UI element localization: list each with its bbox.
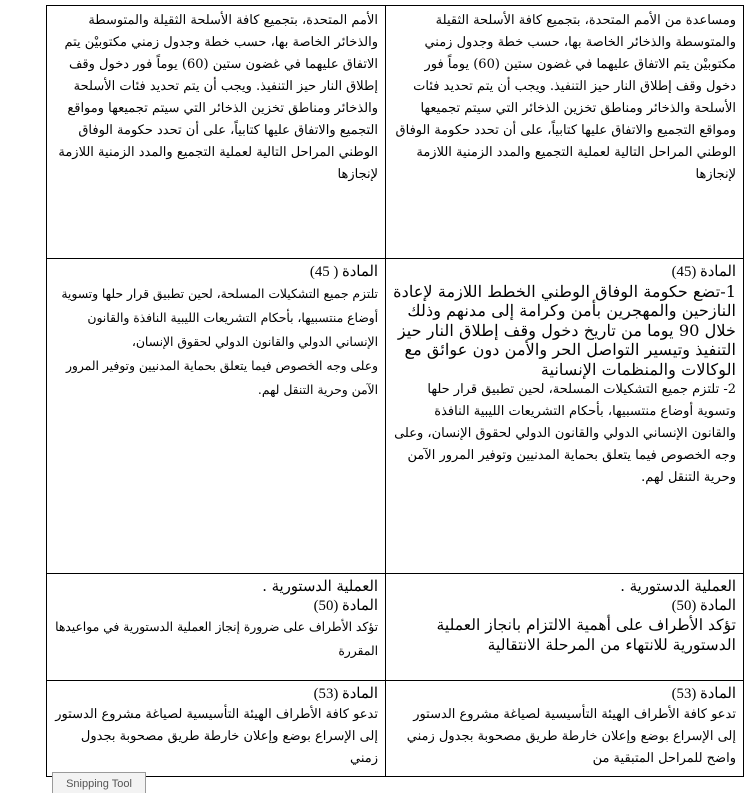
table-row <box>47 259 744 574</box>
snipping-tool-tab[interactable]: Snipping Tool <box>52 772 146 793</box>
cell-right <box>47 681 386 777</box>
cell-text: تدعو كافة الأطراف الهيئة التأسيسية لصياغة مشروع الدستور إلى الإسراع بوضع وإعلان خارطة طريق مصحوبة بجدول زمني <box>55 706 378 766</box>
article-number: المادة (53) <box>313 686 378 702</box>
cell-right <box>47 574 386 681</box>
section-heading: العملية الدستورية . <box>620 578 736 595</box>
cell-text: ومساعدة من الأمم المتحدة، بتجميع كافة الأسلحة الثقيلة والمتوسطة والذخائر الخاصة بها، حسب خطة وجدول زمني مكتوبيْن يتم الاتفاق عليهما في غضون ستين (60) يوماً فور دخول وقف إطلاق النار حيز التنفيذ. ويجب أن يتم تحديد فئات الأسلحة والذخائر ومناطق تخزين الذخائر التي سيتم تجميعها ومواقع التجميع والاتفاق عليها كتابياً، على أن تحدد حكومة الوفاق الوطني المراحل التالية لعملية التجميع والمدد الزمنية اللازمة لإنجازها <box>395 13 736 182</box>
cell-right <box>47 6 386 259</box>
article-number: المادة (53) <box>671 686 736 702</box>
cell-right <box>47 259 386 574</box>
cell-text: 2- تلتزم جميع التشكيلات المسلحة، لحين تطبيق قرار حلها وتسوية أوضاع منتسبيها، بأحكام التشريعات الليبية النافذة والقانون الإنساني الدولي والقانون الدولي لحقوق الإنسان، وعلى وجه الخصوص فيما يتعلق بحماية المدنيين وتوفير المرور الآمن وحرية التنقل لهم. <box>394 382 736 485</box>
article-number: المادة ( 45) <box>309 264 378 280</box>
article-number: المادة (50) <box>671 597 736 614</box>
table-row <box>47 681 744 777</box>
table-row <box>47 574 744 681</box>
cell-text: تدعو كافة الأطراف الهيئة التأسيسية لصياغة مشروع الدستور إلى الإسراع بوضع وإعلان خارطة طريق مصحوبة بجدول زمني واضح للمراحل المتبقية من <box>406 706 736 766</box>
cell-left <box>386 574 744 681</box>
table-row <box>47 6 744 259</box>
cell-text: تؤكد الأطراف على أهمية الالتزام بانجاز العملية الدستورية للانتهاء من المرحلة الانتقالية <box>436 616 736 654</box>
cell-text: تلتزم جميع التشكيلات المسلحة، لحين تطبيق قرار حلها وتسوية أوضاع منتسبيها، بأحكام التشريعات الليبية النافذة والقانون الإنساني الدولي والقانون الدولي لحقوق الإنسان، وعلى وجه الخصوص فيما يتعلق بحماية المدنيين وتوفير المرور الآمن وحرية التنقل لهم. <box>61 286 378 397</box>
cell-text: الأمم المتحدة، بتجميع كافة الأسلحة الثقيلة والمتوسطة والذخائر الخاصة بها، حسب خطة وجدول زمني مكتوبيْن يتم الاتفاق عليهما في غضون ستين (60) يوماً فور دخول وقف إطلاق النار حيز التنفيذ. ويجب أن يتم تحديد فئات الأسلحة والذخائر ومناطق تخزين الذخائر التي سيتم تجميعها ومواقع التجميع والاتفاق عليها كتابياً، على أن تحدد حكومة الوفاق الوطني المراحل التالية لعملية التجميع والمدد الزمنية اللازمة لإنجازها <box>58 13 378 182</box>
cell-left <box>386 259 744 574</box>
section-heading: العملية الدستورية . <box>262 578 378 595</box>
cell-text: 1-تضع حكومة الوفاق الوطني الخطط اللازمة لإعادة النازحين والمهجرين بأمن وكرامة إلى مدنهم وذلك خلال 90 يوما من تاريخ دخول وقف إطلاق النار حيز التنفيذ وتيسير التواصل الحر والأمن دون عوائق مع الوكالات والمنظمات الإنسانية <box>393 281 736 379</box>
comparison-table <box>46 5 744 777</box>
cell-left <box>386 6 744 259</box>
cell-text: تؤكد الأطراف على ضرورة إنجاز العملية الدستورية في مواعيدها المقررة <box>55 620 378 658</box>
article-number: المادة (45) <box>671 264 736 280</box>
article-number: المادة (50) <box>313 597 378 614</box>
cell-left <box>386 681 744 777</box>
